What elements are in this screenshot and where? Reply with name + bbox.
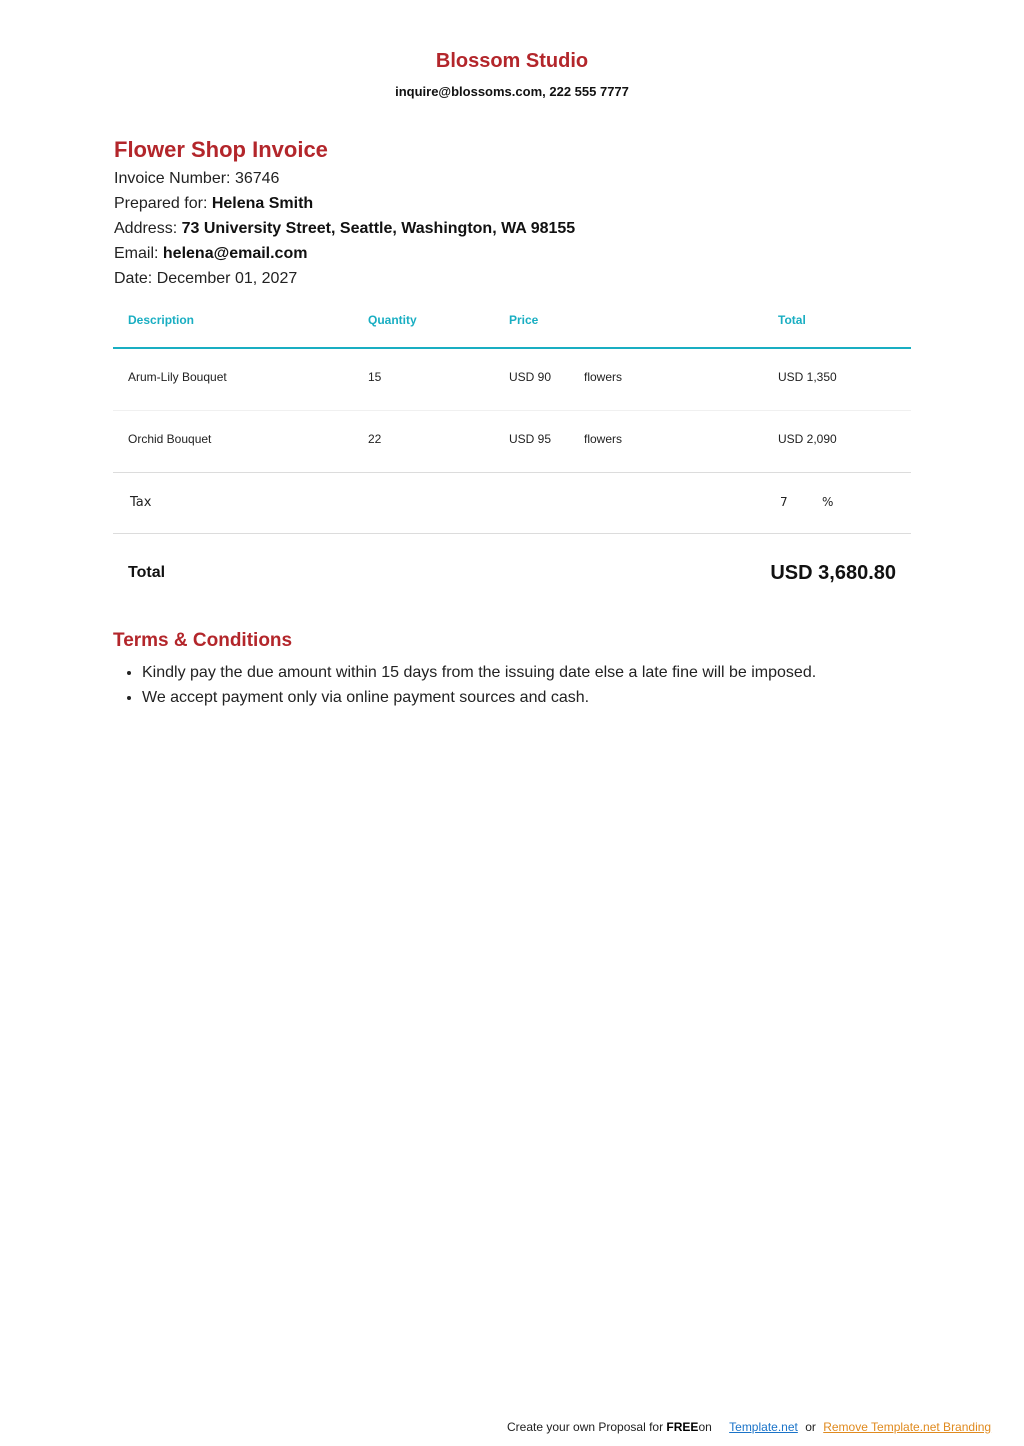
row-total: USD 2,090 [778, 432, 837, 446]
tax-label: Tax [130, 495, 152, 510]
footer-free: FREE [666, 1420, 699, 1434]
list-item: • Kindly pay the due amount within 15 days from the issuing date else a late fine will be imposed. [142, 660, 816, 685]
invoice-number-line [114, 170, 279, 188]
header-price: Price [509, 313, 539, 327]
header-description: Description [128, 313, 195, 327]
prepared-for-line [114, 195, 313, 213]
footer-branding [507, 1420, 991, 1434]
date-label: Date: [114, 270, 153, 287]
tax-value: 7 [780, 495, 788, 509]
footer-prefix: Create your own Proposal for [507, 1420, 664, 1434]
company-contact: inquire@blossoms.com, 222 555 7777 [395, 84, 629, 99]
tax-unit: % [822, 495, 834, 509]
row-description: Orchid Bouquet [128, 432, 212, 446]
date-value: December 01, 2027 [156, 270, 298, 287]
row-quantity: 22 [368, 432, 382, 446]
tax-row [113, 473, 911, 534]
total-value: USD 3,680.80 [770, 562, 896, 584]
email-line [114, 245, 307, 263]
address-label: Address: [114, 220, 178, 237]
row-unit: flowers [584, 370, 623, 384]
table-row [113, 349, 911, 411]
date-line [114, 270, 297, 288]
list-item: • We accept payment only via online payment sources and cash. [142, 685, 816, 710]
footer-on: on [698, 1420, 712, 1434]
row-description: Arum-Lily Bouquet [128, 370, 227, 384]
email-label: Email: [114, 245, 159, 262]
prepared-for-label: Prepared for: [114, 195, 208, 212]
invoice-number: 36746 [234, 170, 280, 187]
grand-total-row [113, 534, 911, 614]
row-quantity: 15 [368, 370, 382, 384]
address-value: 73 University Street, Seattle, Washington, WA 98155 [181, 220, 576, 237]
row-total: USD 1,350 [778, 370, 837, 384]
template-link[interactable]: Template.net [729, 1420, 798, 1434]
table-row [113, 411, 911, 473]
invoice-table [113, 300, 911, 614]
terms-list [114, 660, 816, 710]
footer-or: or [805, 1420, 816, 1434]
terms-title: Terms & Conditions [113, 630, 293, 651]
invoice-title: Flower Shop Invoice [114, 137, 328, 162]
invoice-number-label: Invoice Number: [114, 170, 231, 187]
header-total: Total [778, 313, 806, 327]
prepared-for-name: Helena Smith [211, 195, 314, 212]
table-header [113, 300, 911, 349]
row-price: USD 95 [509, 432, 552, 446]
row-unit: flowers [584, 432, 623, 446]
total-label: Total [128, 564, 166, 581]
row-price: USD 90 [509, 370, 552, 384]
email-value: helena@email.com [162, 245, 308, 262]
company-name: Blossom Studio [435, 50, 589, 72]
address-line [114, 220, 575, 238]
remove-branding-link[interactable]: Remove Template.net Branding [823, 1420, 992, 1434]
header-quantity: Quantity [368, 313, 417, 327]
